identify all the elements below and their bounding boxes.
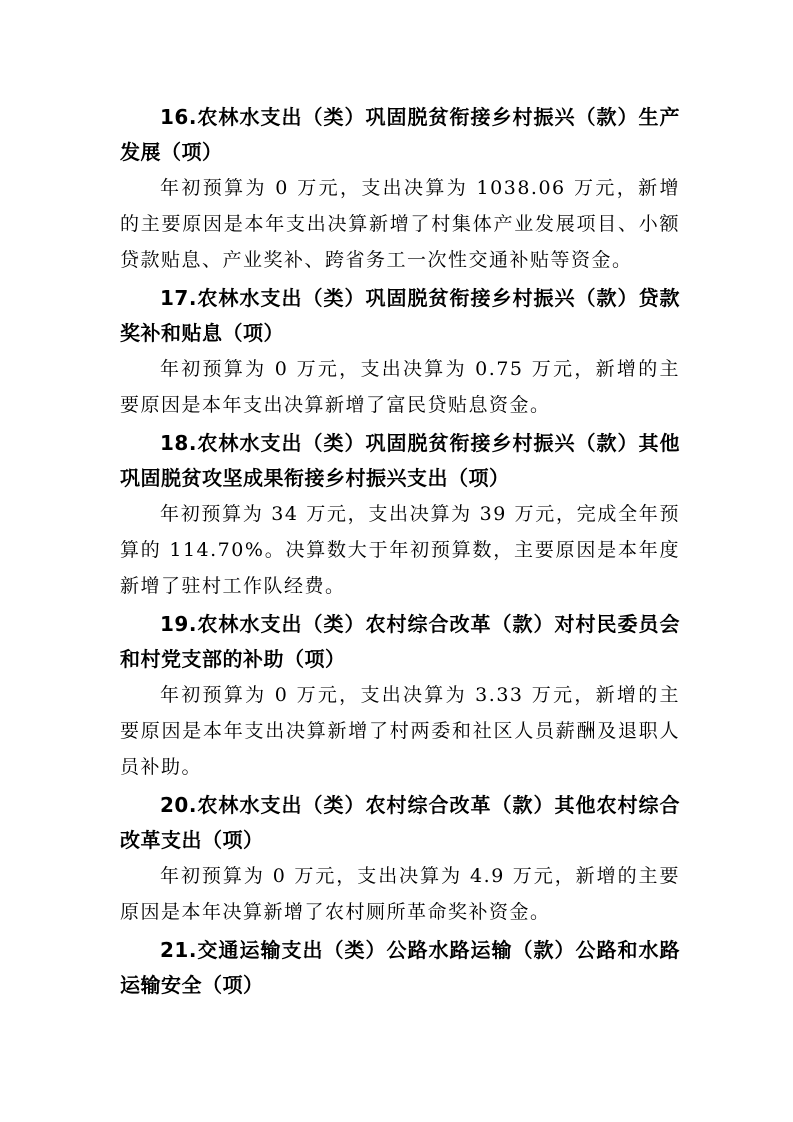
section-19	[120, 607, 680, 785]
section-20	[120, 788, 680, 930]
section-17	[120, 281, 680, 423]
section-heading: 21.交通运输支出（类）公路水路运输（款）公路和水路运输安全（项）	[120, 938, 680, 997]
section-21	[120, 933, 680, 1003]
section-heading: 19.农林水支出（类）农村综合改革（款）对村民委员会和村党支部的补助（项）	[120, 612, 680, 671]
section-heading: 18.农林水支出（类）巩固脱贫衔接乡村振兴（款）其他巩固脱贫攻坚成果衔接乡村振兴支出（项）	[120, 431, 680, 490]
section-body: 年初预算为 0 万元，支出决算为 0.75 万元，新增的主要原因是本年支出决算新增了富民贷贴息资金。	[120, 358, 680, 416]
section-heading: 17.农林水支出（类）巩固脱贫衔接乡村振兴（款）贷款奖补和贴息（项）	[120, 286, 680, 345]
section-heading: 16.农林水支出（类）巩固脱贫衔接乡村振兴（款）生产发展（项）	[120, 105, 680, 164]
section-18	[120, 426, 680, 604]
document-page	[120, 100, 680, 1003]
section-body: 年初预算为 0 万元，支出决算为 4.9 万元，新增的主要原因是本年决算新增了农村厕所革命奖补资金。	[120, 865, 680, 923]
section-16	[120, 100, 680, 278]
section-body: 年初预算为 34 万元，支出决算为 39 万元，完成全年预算的 114.70%。决算数大于年初预算数，主要原因是本年度新增了驻村工作队经费。	[120, 503, 680, 597]
section-body: 年初预算为 0 万元，支出决算为 3.33 万元，新增的主要原因是本年支出决算新增了村两委和社区人员薪酬及退职人员补助。	[120, 684, 680, 778]
section-body: 年初预算为 0 万元，支出决算为 1038.06 万元，新增的主要原因是本年支出决算新增了村集体产业发展项目、小额贷款贴息、产业奖补、跨省务工一次性交通补贴等资金。	[120, 177, 680, 271]
section-heading: 20.农林水支出（类）农村综合改革（款）其他农村综合改革支出（项）	[120, 793, 680, 852]
